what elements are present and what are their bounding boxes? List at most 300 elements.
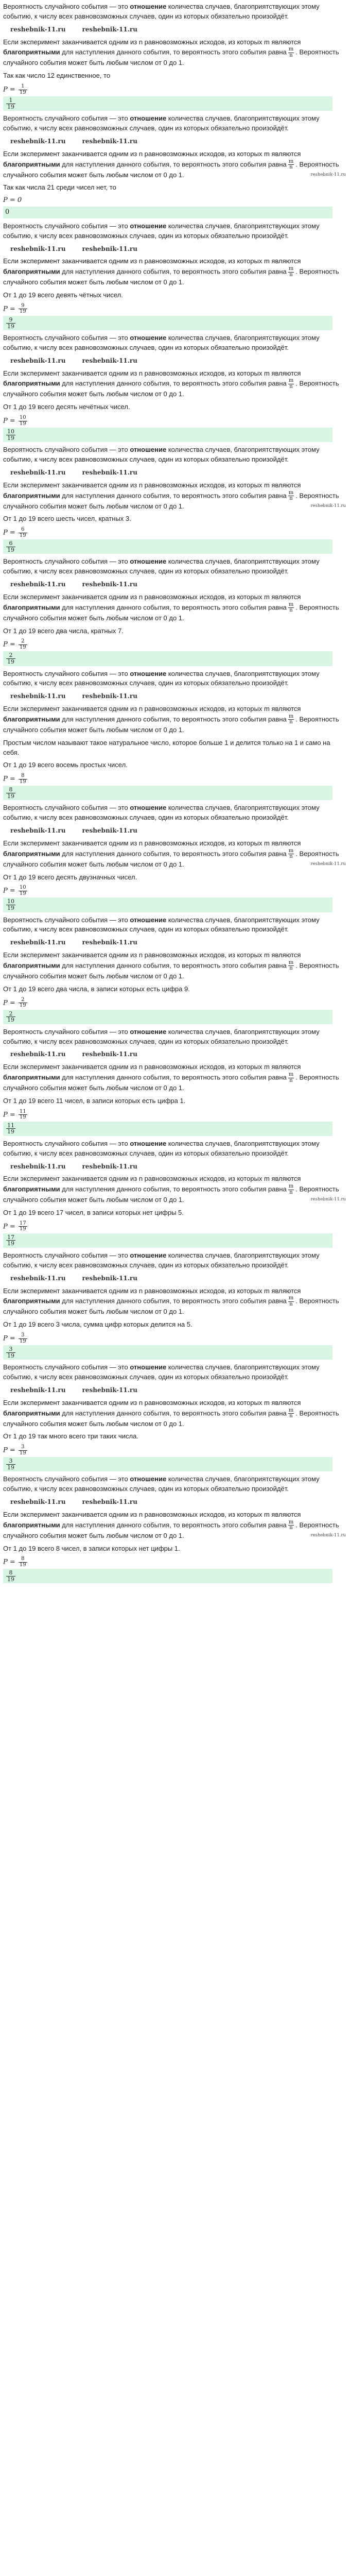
fraction-denominator: n [289,719,293,725]
watermark: reshebnik-11.ru [10,939,66,946]
equals-sign: = [7,417,18,425]
watermark: reshebnik-11.ru [82,357,137,364]
definition-text: Вероятность случайного события — это [3,804,130,812]
rule-text: Если эксперимент заканчивается одним из n равновозможных исходов, из которых m являются [3,592,301,601]
rule-text: . Вероятность случайного события может быть любым числом от 0 до 1. [3,1185,339,1204]
definition-paragraph [3,916,346,935]
definition-text: количества случаев, благоприятствующих этому событию, к числу всех равновозможных случаев, один из которых обязательно произойдёт. [3,446,320,464]
answer-highlight [3,1233,332,1248]
definition-text: Вероятность случайного события — это [3,114,130,123]
fraction-denominator: 19 [7,904,14,911]
probability-fraction [19,1333,27,1344]
fraction-numerator: m [288,378,294,384]
fraction-denominator: 19 [19,890,26,896]
answer-fraction [6,1570,15,1582]
solution-block [3,1475,346,1583]
case-statement: От 1 до 19 так много всего три таких числа. [3,1432,138,1440]
definition-bold: отношение [130,222,167,230]
fraction-numerator: m [288,1407,294,1413]
probability-formula [3,639,346,650]
solutions-list [3,2,346,1583]
fraction-denominator: 19 [19,532,26,538]
fraction-numerator: m [288,848,294,854]
fraction-denominator: n [289,1077,293,1083]
case-statement: От 1 до 19 всего 8 чисел, в записи которых нет цифры 1. [3,1544,180,1552]
rule-text: . Вероятность случайного события может быть любым числом от 0 до 1. [3,603,339,622]
rule-text: Если эксперимент заканчивается одним из n равновозможных исходов, из которых m являются [3,1286,301,1295]
probability-rule-paragraph [3,839,346,870]
definition-bold: отношение [130,114,167,123]
watermark: reshebnik-11.ru [10,827,66,835]
fraction-numerator: m [288,266,294,272]
m-over-n-fraction [288,159,294,171]
probability-fraction [19,885,27,896]
probability-rule-paragraph [3,257,346,287]
fraction-numerator: 3 [21,1332,25,1338]
watermark-line [3,356,346,366]
definition-text: Вероятность случайного события — это [3,1139,130,1147]
answer-highlight [3,1010,332,1024]
rule-bold: благоприятными [3,379,60,387]
m-over-n-fraction [288,1296,294,1307]
answer-block [3,773,346,800]
watermark-line [3,1385,346,1395]
answer-highlight [3,96,332,111]
definition-text: количества случаев, благоприятствующих этому событию, к числу всех равновозможных случаев, один из которых обязательно произойдёт. [3,3,320,20]
rule-text: . Вероятность случайного события может быть любым числом от 0 до 1. [3,1521,339,1539]
fraction-numerator: m [288,1295,294,1301]
rule-text: для наступления данного события, то вероятность этого события равна [60,850,287,858]
m-over-n-fraction [288,378,294,389]
probability-formula [3,1333,346,1344]
fraction-numerator: 9 [21,302,25,309]
fraction-denominator: 19 [7,1016,14,1024]
fraction-denominator: n [289,52,293,58]
fraction-denominator: n [289,1525,293,1531]
answer-block [3,1221,346,1248]
rule-text: Если эксперимент заканчивается одним из n равновозможных исходов, из которых m являются [3,257,301,265]
rule-bold: благоприятными [3,850,60,858]
watermark: reshebnik-11.ru [10,468,66,476]
equals-sign: = [7,305,18,313]
rule-bold: благоприятными [3,160,60,168]
definition-text: Вероятность случайного события — это [3,557,130,566]
probability-formula [3,527,346,538]
fraction-numerator: 9 [9,316,13,323]
p-symbol: P [3,640,8,649]
watermark-small: reshebnik-11.ru [310,172,346,177]
solution-block [3,1251,346,1360]
definition-bold: отношение [130,1363,167,1371]
watermark-line [3,1497,346,1507]
equals-sign: = [7,1446,18,1454]
probability-fraction [19,1109,27,1121]
solution-block [3,333,346,442]
answer-fraction [6,1123,15,1135]
watermark: reshebnik-11.ru [10,1386,66,1394]
definition-paragraph [3,669,346,689]
answer-fraction [6,899,15,911]
fraction-numerator: 2 [21,638,25,645]
fraction-numerator: 11 [19,1108,26,1114]
watermark-line [3,25,346,35]
m-over-n-fraction [288,849,294,860]
definition-paragraph [3,1139,346,1159]
definition-text: количества случаев, благоприятствующих этому событию, к числу всех равновозможных случаев, один из которых обязательно произойдёт. [3,334,320,351]
probability-rule-paragraph [3,1510,346,1541]
definition-bold: отношение [130,1251,167,1259]
p-symbol: P [3,775,8,783]
fraction-denominator: 19 [7,434,14,442]
definition-bold: отношение [130,916,167,924]
definition-text: Вероятность случайного события — это [3,1475,130,1483]
fraction-numerator: 10 [19,415,26,421]
definition-paragraph [3,557,346,577]
watermark-line [3,137,346,146]
watermark-line [3,691,346,701]
case-statement: От 1 до 19 всего два числа, в записи которых есть цифра 9. [3,985,190,993]
m-over-n-fraction [288,714,294,725]
rule-text: Если эксперимент заканчивается одним из n равновозможных исходов, из которых m являются [3,1398,301,1406]
definition-text: Вероятность случайного события — это [3,222,130,230]
case-statement: От 1 до 19 всего восемь простых чисел. [3,761,128,769]
fraction-denominator: 19 [7,546,14,553]
fraction-numerator: m [288,713,294,719]
equals-sign: = [7,640,18,649]
probability-fraction [19,84,27,95]
answer-fraction [6,1458,15,1470]
answer-highlight [3,897,332,912]
rule-text: . Вероятность случайного события может быть любым числом от 0 до 1. [3,1297,339,1316]
solution-block [3,222,346,330]
probability-formula [3,1445,346,1456]
solution-block [3,2,346,111]
rule-bold: благоприятными [3,1521,60,1529]
rule-text: для наступления данного события, то вероятность этого события равна [60,267,287,276]
definition-text: количества случаев, благоприятствующих этому событию, к числу всех равновозможных случаев, один из которых обязательно произойдёт. [3,114,320,132]
answer-fraction [6,317,15,329]
p-symbol: P [3,1111,8,1119]
answer-block [3,997,346,1024]
watermark: reshebnik-11.ru [10,25,66,33]
fraction-numerator: 8 [9,786,13,793]
definition-paragraph [3,1363,346,1382]
definition-bold: отношение [130,1139,167,1147]
fraction-denominator: 19 [7,658,14,665]
case-statement: Так как числа 21 среди чисел нет, то [3,183,116,192]
fraction-denominator: 19 [19,309,26,315]
fraction-denominator: 19 [7,792,14,800]
watermark: reshebnik-11.ru [82,1162,137,1170]
fraction-numerator: m [288,959,294,965]
case-statement: Так как число 12 единственное, то [3,72,111,80]
probability-fraction [19,527,27,538]
answer-highlight [3,651,332,666]
m-over-n-fraction [288,1408,294,1419]
probability-fraction [19,1221,27,1232]
fraction-denominator: 19 [19,1450,26,1456]
p-symbol: P [3,1334,8,1343]
fraction-denominator: 19 [19,644,26,650]
definition-bold: отношение [130,446,167,454]
rule-text: Если эксперимент заканчивается одним из n равновозможных исходов, из которых m являются [3,1510,301,1518]
probability-rule-paragraph [3,1286,346,1317]
definition-bold: отношение [130,334,167,342]
watermark: reshebnik-11.ru [82,1498,137,1505]
fraction-denominator: n [289,383,293,389]
answer-highlight [3,316,332,330]
p-symbol: P [3,1446,8,1454]
probability-fraction [19,415,27,427]
answer-block [3,84,346,111]
rule-text: . Вероятность случайного события может быть любым числом от 0 до 1. [3,961,339,980]
rule-text: Если эксперимент заканчивается одним из n равновозможных исходов, из которых m являются [3,1175,301,1183]
fraction-numerator: 10 [7,898,14,905]
answer-block [3,1445,346,1471]
watermark: reshebnik-11.ru [82,692,137,700]
fraction-denominator: 19 [7,1352,14,1359]
fraction-numerator: m [288,1183,294,1190]
fraction-numerator: m [288,1072,294,1078]
fraction-denominator: n [289,164,293,171]
probability-formula [3,1221,346,1232]
p-symbol: P [3,305,8,313]
answer-block [3,196,346,218]
p-symbol: P [3,417,8,425]
watermark-small: reshebnik-11.ru [310,1197,346,1202]
answer-highlight [3,1122,332,1136]
rule-text: . Вероятность случайного события может быть любым числом от 0 до 1. [3,715,339,734]
fraction-denominator: 19 [7,1128,14,1136]
fraction-numerator: m [288,601,294,607]
probability-formula [3,415,346,427]
equals-sign: = [7,887,18,895]
fraction-numerator: m [288,158,294,164]
m-over-n-fraction [288,960,294,972]
rule-text: . Вероятность случайного события может быть любым числом от 0 до 1. [3,492,339,510]
equals-sign: = [7,1223,18,1231]
case-statement: От 1 до 19 всего десять нечётных чисел. [3,403,130,411]
m-over-n-fraction [288,490,294,502]
watermark-small: reshebnik-11.ru [310,503,346,509]
definition-paragraph [3,2,346,22]
definition-paragraph [3,333,346,353]
probability-rule-paragraph [3,951,346,981]
watermark: reshebnik-11.ru [82,1274,137,1282]
rule-bold: благоприятными [3,1185,60,1193]
equals-sign: = [7,1334,18,1343]
answer-block [3,1333,346,1360]
rule-bold: благоприятными [3,603,60,612]
rule-text: для наступления данного события, то вероятность этого события равна [60,715,287,723]
answer-highlight [3,539,332,554]
m-over-n-fraction [288,1184,294,1195]
fraction-numerator: m [288,1519,294,1525]
rule-bold: благоприятными [3,492,60,500]
probability-fraction [19,303,27,315]
prime-definition: Простым числом называют такое натуральное число, которое больше 1 и делится только на 1 и само на себя. [3,738,330,756]
definition-text: Вероятность случайного события — это [3,916,130,924]
solution-block [3,916,346,1024]
watermark: reshebnik-11.ru [10,137,66,145]
fraction-denominator: 19 [19,778,26,785]
rule-text: для наступления данного события, то вероятность этого события равна [60,1185,287,1193]
fraction-numerator: 2 [9,1010,13,1017]
watermark: reshebnik-11.ru [82,25,137,33]
answer-fraction [6,1234,15,1247]
watermark: reshebnik-11.ru [82,468,137,476]
probability-rule-paragraph [3,704,346,735]
answer-highlight [3,1457,332,1471]
answer-fraction [6,540,15,553]
solution-block [3,1027,346,1136]
rule-bold: благоприятными [3,1409,60,1417]
answer-highlight [3,786,332,800]
definition-paragraph [3,445,346,465]
fraction-numerator: 10 [19,885,26,891]
fraction-numerator: 2 [21,996,25,1003]
rule-bold: благоприятными [3,48,60,56]
rule-text: Если эксперимент заканчивается одним из n равновозможных исходов, из которых m являются [3,705,301,713]
rule-text: для наступления данного события, то вероятность этого события равна [60,492,287,500]
equals-sign: = [7,529,18,537]
probability-rule-paragraph [3,369,346,400]
watermark: reshebnik-11.ru [82,1386,137,1394]
definition-bold: отношение [130,1027,167,1036]
answer-fraction [6,652,15,665]
rule-bold: благоприятными [3,715,60,723]
case-statement: От 1 до 19 всего 17 чисел, в записи которых нет цифры 5. [3,1209,184,1217]
watermark: reshebnik-11.ru [10,581,66,588]
watermark-line [3,468,346,478]
probability-rule-paragraph [3,1398,346,1429]
rule-bold: благоприятными [3,267,60,276]
fraction-numerator: m [288,46,294,53]
p-symbol: P [3,86,8,94]
rule-text: для наступления данного события, то вероятность этого события равна [60,1409,287,1417]
definition-text: количества случаев, благоприятствующих этому событию, к числу всех равновозможных случаев, один из которых обязательно произойдёт. [3,1475,320,1493]
fraction-numerator: 11 [7,1122,14,1129]
watermark-small: reshebnik-11.ru [310,1532,346,1538]
watermark-line [3,1049,346,1059]
rule-text: Если эксперимент заканчивается одним из n равновозможных исходов, из которых m являются [3,839,301,847]
rule-text: . Вероятность случайного события может быть любым числом от 0 до 1. [3,267,339,286]
solution-block [3,557,346,666]
rule-text: для наступления данного события, то вероятность этого события равна [60,160,287,168]
solution-block [3,445,346,554]
rule-text: . Вероятность случайного события может быть любым числом от 0 до 1. [3,850,339,868]
definition-text: Вероятность случайного события — это [3,3,130,10]
definition-bold: отношение [130,3,167,10]
rule-text: Если эксперимент заканчивается одним из n равновозможных исходов, из которых m являются [3,951,301,959]
case-statement: От 1 до 19 всего 11 чисел, в записи которых есть цифра 1. [3,1096,186,1105]
rule-text: Если эксперимент заканчивается одним из n равновозможных исходов, из которых m являются [3,38,301,46]
watermark: reshebnik-11.ru [10,1274,66,1282]
fraction-numerator: 8 [21,773,25,779]
m-over-n-fraction [288,47,294,58]
case-statement: От 1 до 19 всего девять чётных чисел. [3,291,123,299]
fraction-numerator: m [288,489,294,496]
rule-bold: благоприятными [3,961,60,970]
fraction-denominator: n [289,272,293,278]
probability-formula [3,1556,346,1568]
rule-text: для наступления данного события, то вероятность этого события равна [60,48,287,56]
p-symbol: P [3,1558,8,1566]
solution-block [3,669,346,801]
watermark-line [3,938,346,947]
answer-block [3,639,346,666]
rule-bold: благоприятными [3,1073,60,1081]
definition-bold: отношение [130,1475,167,1483]
probability-rule-paragraph [3,1062,346,1093]
fraction-numerator: 8 [9,1569,13,1577]
definition-text: количества случаев, благоприятствующих этому событию, к числу всех равновозможных случаев, один из которых обязательно произойдёт. [3,669,320,687]
watermark: reshebnik-11.ru [10,1162,66,1170]
answer-highlight [3,207,332,218]
answer-fraction [6,787,15,799]
definition-paragraph [3,803,346,823]
probability-formula [3,1109,346,1121]
probability-fraction [19,773,27,785]
equals-sign: = [7,775,18,783]
fraction-numerator: 3 [9,1458,13,1465]
equals-sign: = [7,86,18,94]
probability-formula [3,196,346,206]
watermark: reshebnik-11.ru [10,692,66,700]
watermark: reshebnik-11.ru [10,1050,66,1058]
watermark: reshebnik-11.ru [10,245,66,252]
answer-block [3,527,346,554]
answer-fraction [6,1346,15,1359]
rule-text: для наступления данного события, то вероятность этого события равна [60,961,287,970]
watermark-line [3,580,346,589]
watermark-line [3,1274,346,1283]
fraction-denominator: n [289,1413,293,1419]
probability-fraction [19,997,27,1009]
definition-text: Вероятность случайного события — это [3,669,130,677]
watermark-line [3,1162,346,1172]
definition-paragraph [3,1251,346,1270]
fraction-numerator: 2 [9,652,13,659]
probability-fraction [19,639,27,650]
probability-rule-paragraph [3,38,346,69]
watermark: reshebnik-11.ru [82,939,137,946]
m-over-n-fraction [288,1072,294,1083]
answer-block [3,1556,346,1583]
rule-text: Если эксперимент заканчивается одним из n равновозможных исходов, из которых m являются [3,369,301,377]
solution-block [3,803,346,912]
rule-text: . Вероятность случайного события может быть любым числом от 0 до 1. [3,160,339,179]
equals-sign: = [7,999,18,1007]
definition-text: количества случаев, благоприятствующих этому событию, к числу всех равновозможных случаев, один из которых обязательно произойдёт. [3,222,320,240]
fraction-denominator: n [289,965,293,972]
fraction-numerator: 3 [9,1346,13,1353]
answer-fraction [6,1011,15,1023]
fraction-numerator: 1 [9,97,13,104]
definition-bold: отношение [130,804,167,812]
equals-sign: = [7,196,18,205]
fraction-numerator: 17 [7,1233,14,1241]
probability-value: 0 [17,196,22,205]
p-symbol: P [3,196,8,205]
fraction-denominator: n [289,1189,293,1195]
probability-formula [3,997,346,1009]
fraction-numerator: 6 [9,540,13,547]
p-symbol: P [3,1223,8,1231]
answer-highlight [3,1569,332,1583]
answer-block [3,1109,346,1136]
probability-fraction [19,1445,27,1456]
